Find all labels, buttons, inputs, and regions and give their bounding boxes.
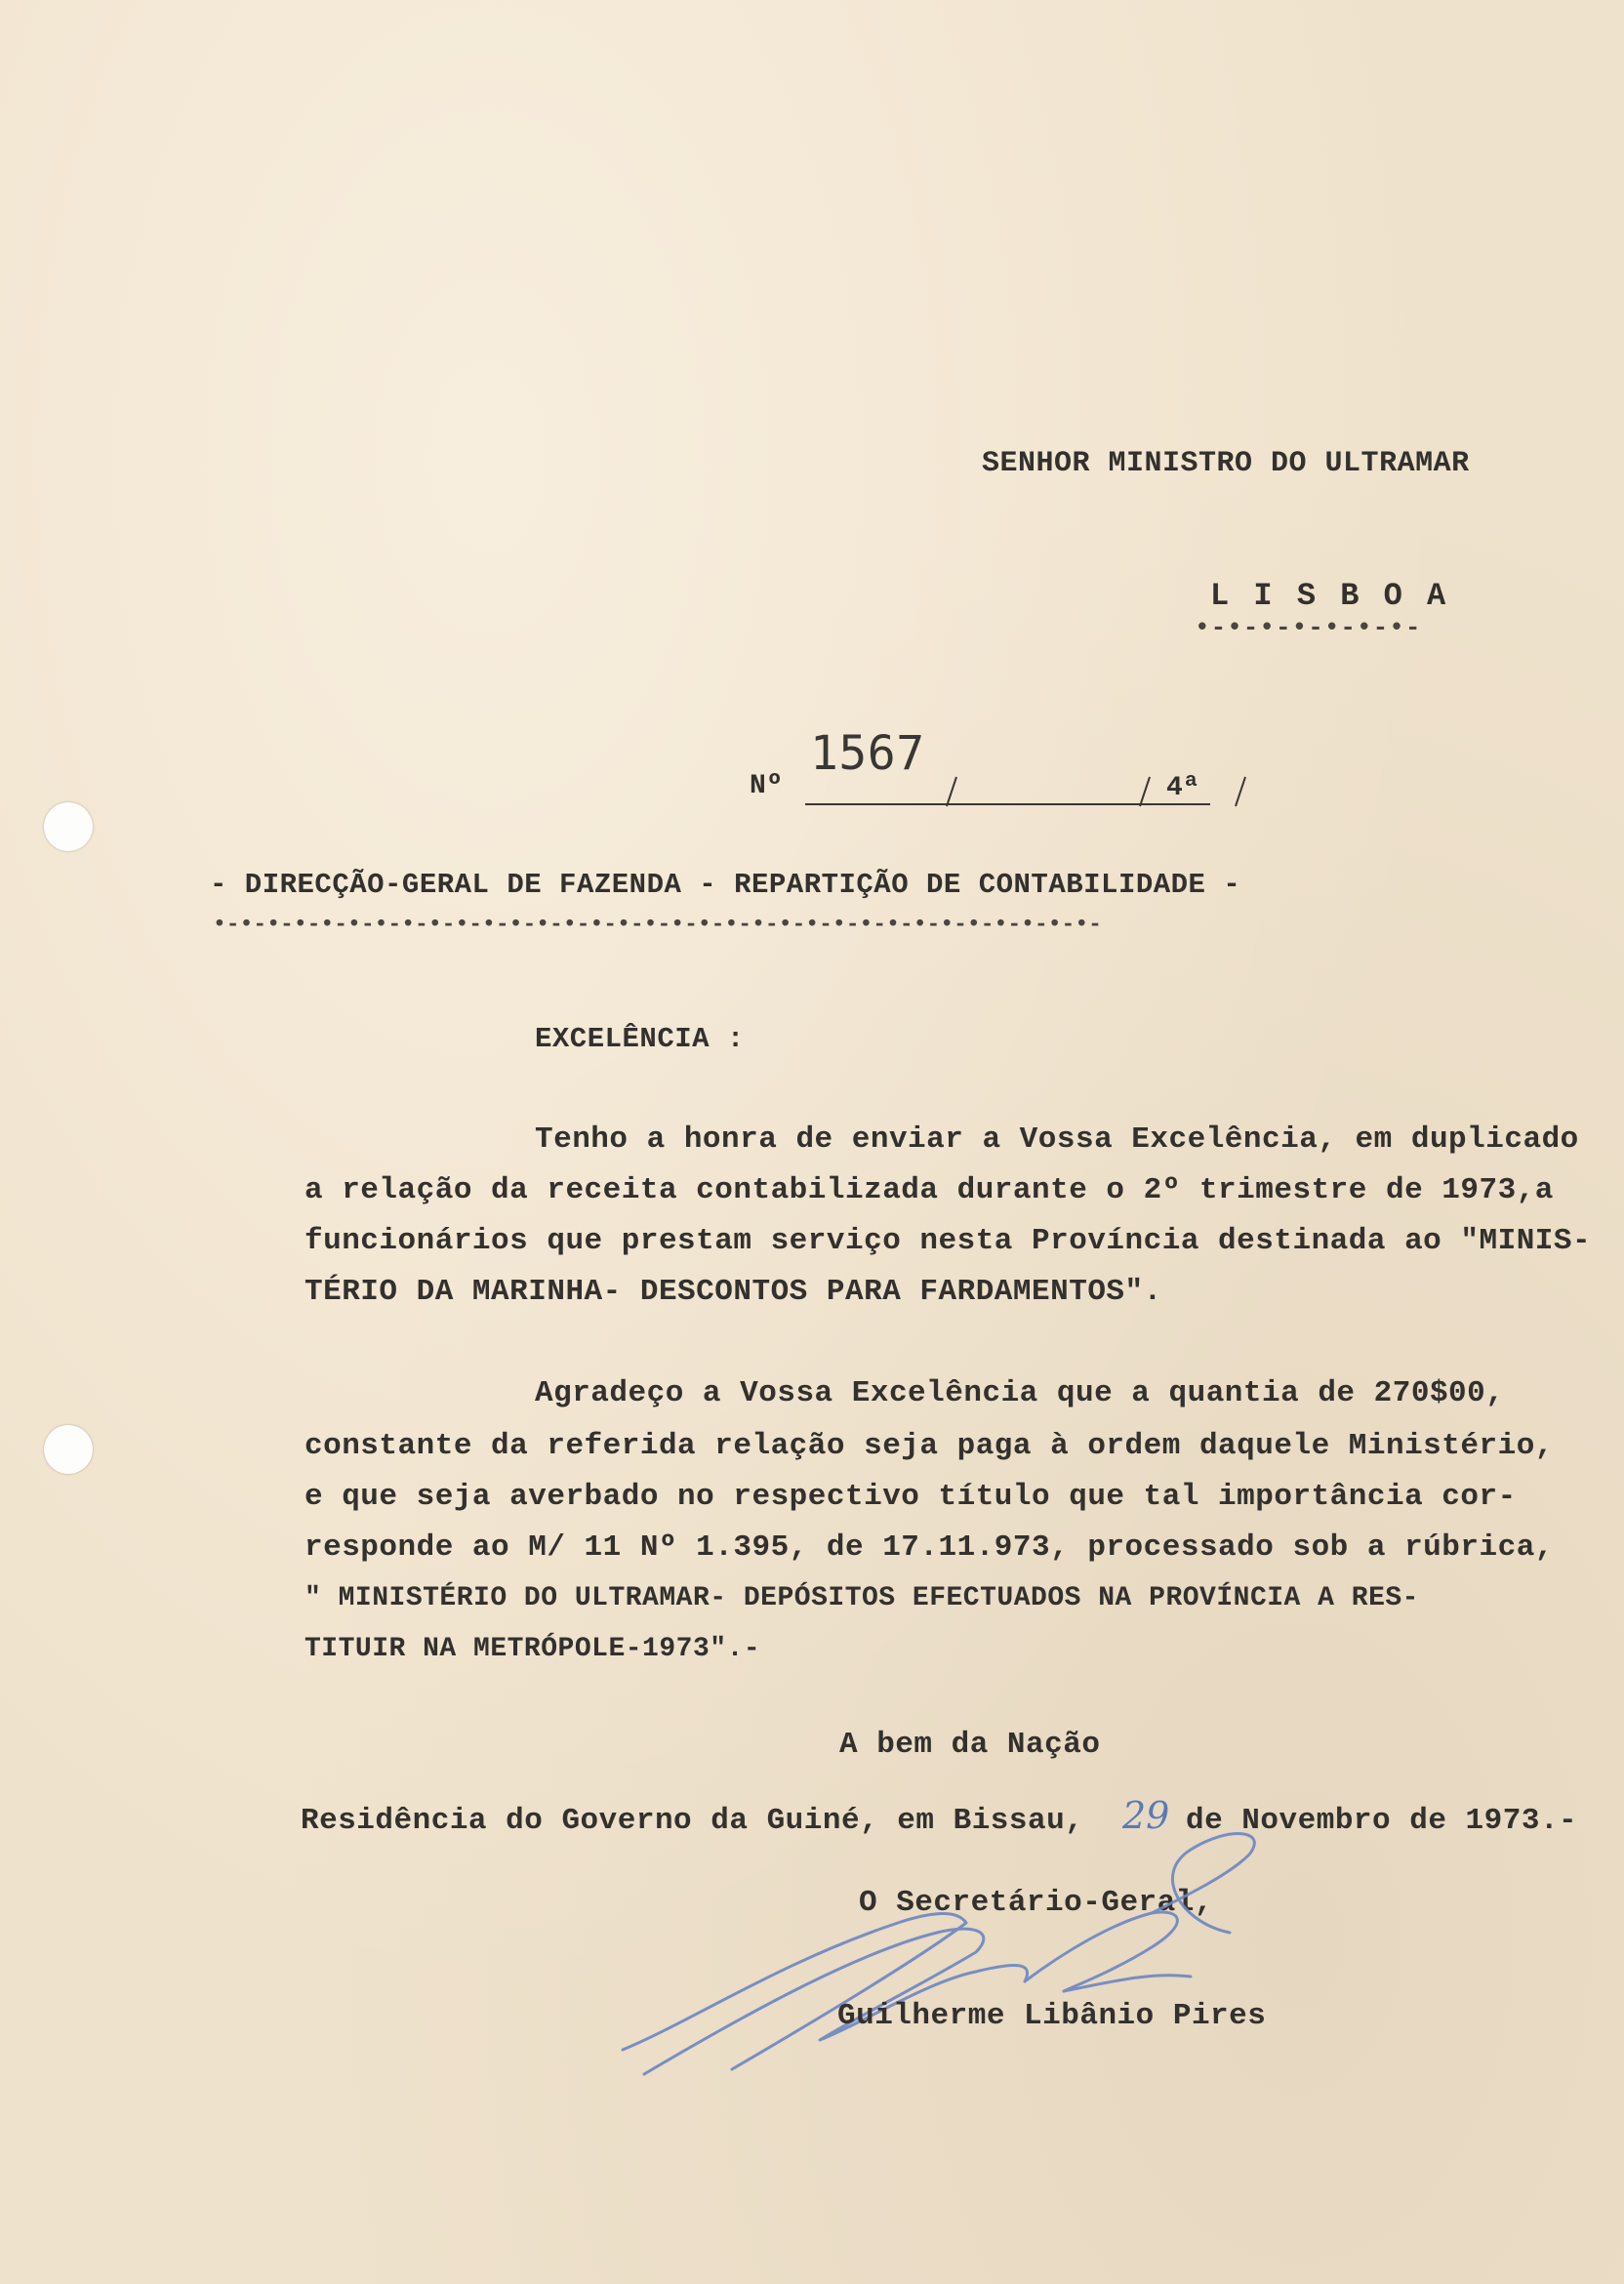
paragraph1-line1: Tenho a honra de enviar a Vossa Excelência, em duplicado [535,1122,1579,1157]
signature-scribble [605,1815,1288,2099]
paragraph1-line4: TÉRIO DA MARINHA- DESCONTOS PARA FARDAMENTOS". [304,1275,1162,1309]
paragraph2-line5: " MINISTÉRIO DO ULTRAMAR- DEPÓSITOS EFECTUADOS NA PROVÍNCIA A RES- [304,1583,1419,1613]
punch-hole-bottom [44,1425,93,1474]
reference-prefix: Nº [750,771,784,801]
signatory-title: O Secretário-Geral, [859,1886,1213,1920]
handwritten-day: 29 [1122,1794,1170,1837]
paragraph2-line3: e que seja averbado no respectivo título que tal importância cor- [304,1480,1517,1514]
signatory-name: Guilherme Libânio Pires [837,1999,1267,2033]
punch-hole-top [44,802,93,851]
reference-suffix: 4ª [1166,773,1200,803]
department-dotted-underline: •-•-•-•-•-•-•-•-•-•-•-•-•-•-•-•-•-•-•-•-•-•-•-•-•-•-•-•-•-•-•-•-•- [213,912,1102,937]
paragraph2-line2: constante da referida relação seja paga à ordem daquele Ministério, [304,1429,1554,1463]
department-line: - DIRECÇÃO-GERAL DE FAZENDA - REPARTIÇÃO DE CONTABILIDADE - [210,869,1241,901]
city-dotted-underline: •-•-•-•-•-•-•- [1195,613,1422,642]
paragraph1-line3: funcionários que prestam serviço nesta Província destinada ao "MINIS- [304,1224,1592,1258]
place-date-prefix: Residência do Governo da Guiné, em Bissau, [301,1804,1084,1838]
closing-formula: A bem da Nação [839,1728,1101,1762]
city-heading: L I S B O A [1210,578,1449,614]
paragraph1-line2: a relação da receita contabilizada durante o 2º trimestre de 1973,a [304,1173,1554,1207]
place-date-suffix: de Novembro de 1973.- [1186,1804,1578,1838]
paragraph2-line6: TITUIR NA METRÓPOLE-1973".- [304,1634,761,1664]
addressee-line: SENHOR MINISTRO DO ULTRAMAR [982,447,1470,480]
paragraph2-line4: responde ao M/ 11 Nº 1.395, de 17.11.973, processado sob a rúbrica, [304,1530,1554,1565]
paragraph2-line1: Agradeço a Vossa Excelência que a quantia de 270$00, [535,1376,1505,1410]
reference-number: 1567 [810,726,925,781]
salutation: EXCELÊNCIA : [535,1023,745,1055]
